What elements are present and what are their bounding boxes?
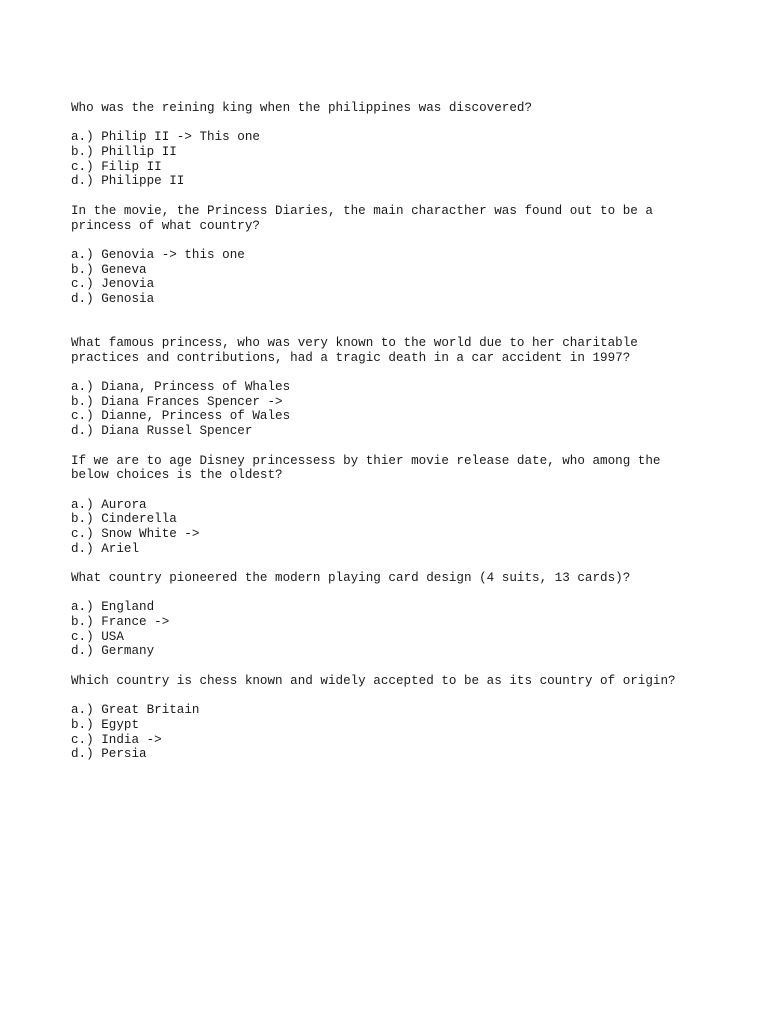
question-block — [71, 571, 731, 659]
answer-option: d.) Philippe II — [71, 174, 185, 189]
question-text: In the movie, the Princess Diaries, the main characther was found out to be a — [71, 203, 653, 218]
question-text: practices and contributions, had a tragic death in a car accident in 1997? — [71, 350, 631, 365]
question-block — [71, 674, 731, 762]
answer-option: b.) France -> — [71, 615, 170, 630]
document-page — [71, 101, 731, 762]
answer-option: a.) Aurora — [71, 497, 147, 512]
question-block — [71, 454, 731, 557]
answer-option: b.) Phillip II — [71, 145, 177, 160]
answer-option: d.) Germany — [71, 644, 155, 659]
question-block — [71, 336, 731, 439]
question-text: below choices is the oldest? — [71, 468, 283, 483]
question-text: Which country is chess known and widely accepted to be as its country of origin? — [71, 673, 676, 688]
answer-option: a.) Philip II -> This one — [71, 130, 260, 145]
answer-option: a.) Great Britain — [71, 703, 200, 718]
answer-option: a.) Diana, Princess of Whales — [71, 380, 291, 395]
answer-option: b.) Cinderella — [71, 512, 177, 527]
answer-option: c.) Jenovia — [71, 277, 155, 292]
answer-option: d.) Persia — [71, 747, 147, 762]
answer-option: c.) Filip II — [71, 159, 162, 174]
answer-option: d.) Diana Russel Spencer — [71, 424, 253, 439]
answer-option: d.) Ariel — [71, 541, 140, 556]
answer-option: a.) England — [71, 600, 155, 615]
question-block — [71, 204, 731, 307]
answer-option: b.) Diana Frances Spencer -> — [71, 394, 283, 409]
question-text: What country pioneered the modern playing card design (4 suits, 13 cards)? — [71, 571, 631, 586]
answer-option: c.) Snow White -> — [71, 526, 200, 541]
question-text: If we are to age Disney princessess by thier movie release date, who among the — [71, 453, 661, 468]
answer-option: a.) Genovia -> this one — [71, 247, 245, 262]
answer-option: c.) Dianne, Princess of Wales — [71, 409, 291, 424]
answer-option: c.) USA — [71, 629, 124, 644]
question-text: Who was the reining king when the philippines was discovered? — [71, 101, 533, 115]
question-text: What famous princess, who was very known to the world due to her charitable — [71, 336, 638, 351]
answer-option: d.) Genosia — [71, 291, 155, 306]
answer-option: c.) India -> — [71, 732, 162, 747]
question-text: princess of what country? — [71, 218, 260, 233]
question-block — [71, 101, 731, 189]
answer-option: b.) Geneva — [71, 262, 147, 277]
answer-option: b.) Egypt — [71, 717, 140, 732]
